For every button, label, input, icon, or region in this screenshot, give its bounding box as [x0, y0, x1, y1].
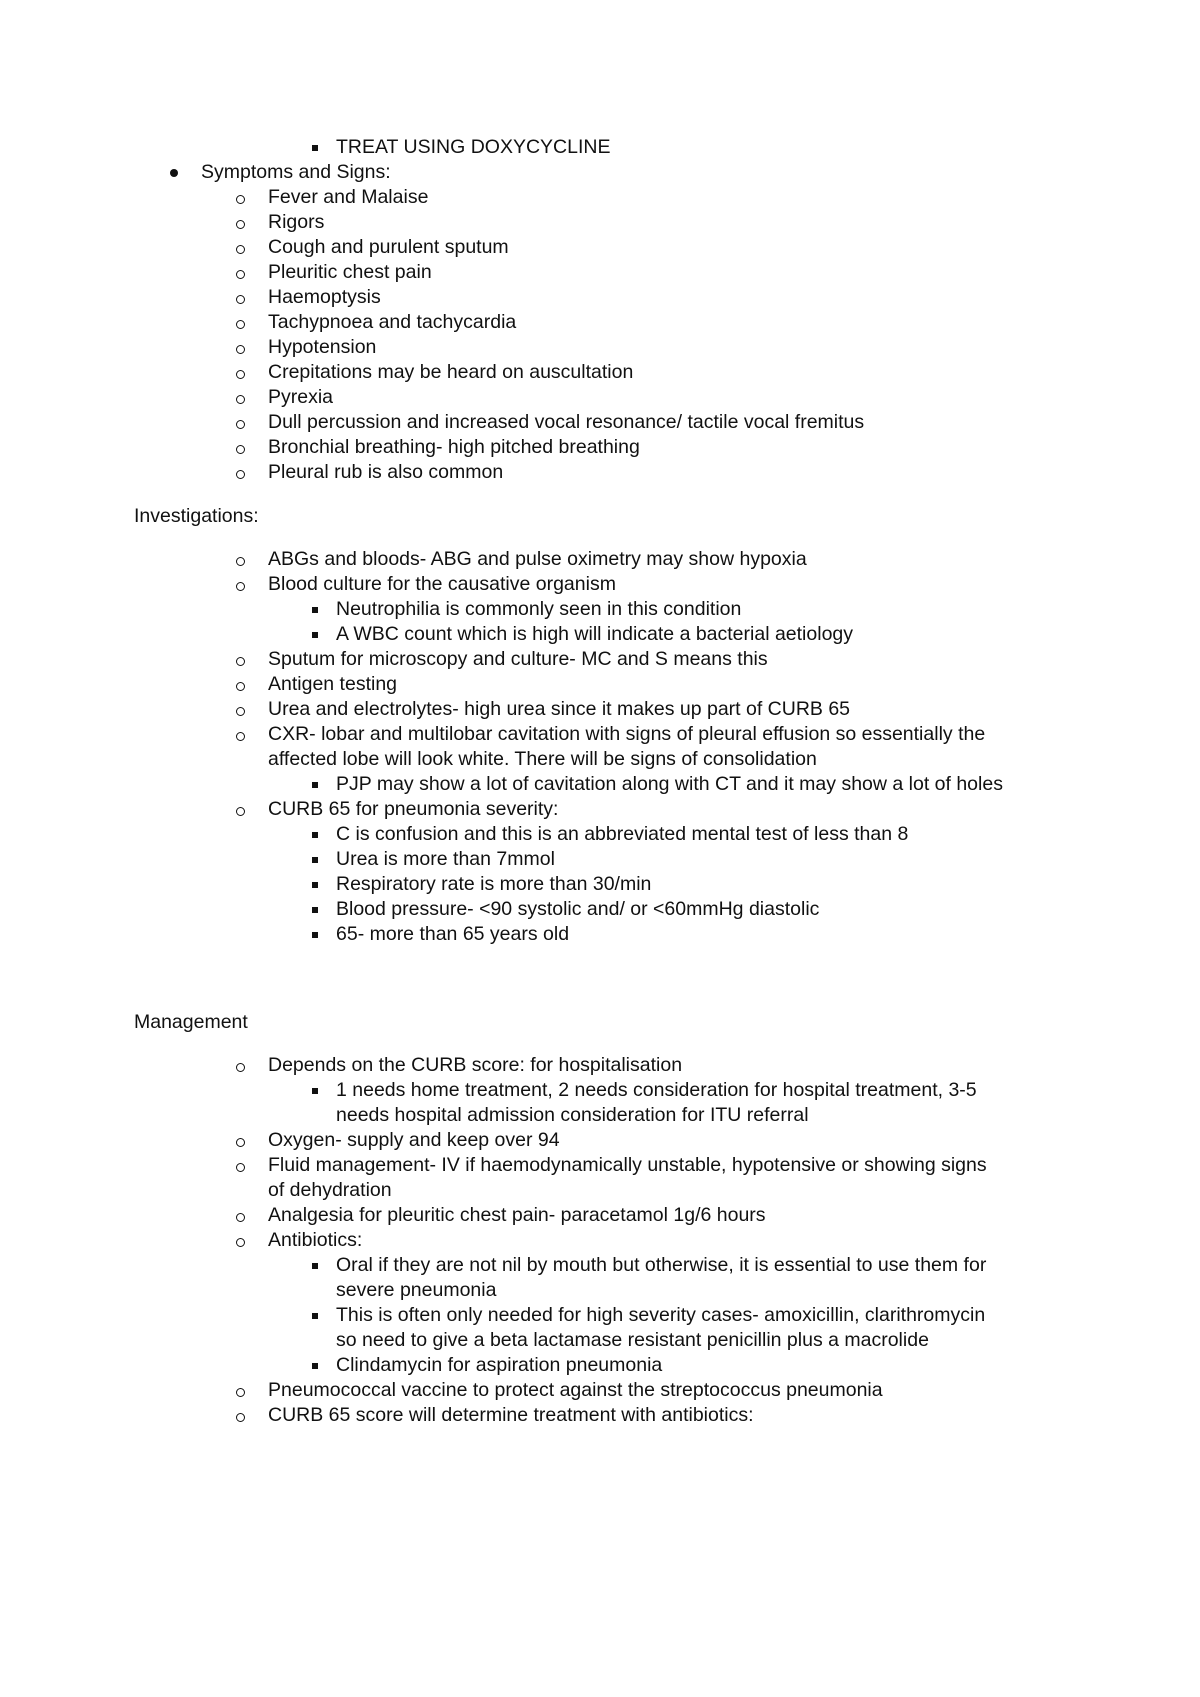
square-bullet-icon — [312, 907, 318, 913]
symptoms-heading: Symptoms and Signs: — [201, 161, 391, 183]
circle-bullet-icon — [236, 582, 245, 591]
circle-bullet-icon — [236, 1138, 245, 1147]
circle-bullet-icon — [236, 295, 245, 304]
circle-bullet-icon — [236, 682, 245, 691]
square-bullet-icon — [312, 607, 318, 613]
circle-bullet-icon — [236, 245, 245, 254]
circle-bullet-icon — [236, 732, 245, 741]
circle-bullet-icon — [236, 445, 245, 454]
circle-bullet-icon — [236, 557, 245, 566]
circle-bullet-icon — [236, 1163, 245, 1172]
square-bullet-icon — [312, 1088, 318, 1094]
disc-bullet-icon — [170, 169, 178, 177]
circle-bullet-icon — [236, 1238, 245, 1247]
square-bullet-icon — [312, 882, 318, 888]
circle-bullet-icon — [236, 807, 245, 816]
square-bullet-icon — [312, 1263, 318, 1269]
square-bullet-icon — [312, 1313, 318, 1319]
circle-bullet-icon — [236, 707, 245, 716]
circle-bullet-icon — [236, 1413, 245, 1422]
circle-bullet-icon — [236, 195, 245, 204]
square-bullet-icon — [312, 145, 318, 151]
circle-bullet-icon — [236, 1213, 245, 1222]
circle-bullet-icon — [236, 395, 245, 404]
circle-bullet-icon — [236, 345, 245, 354]
document-page: TREAT USING DOXYCYCLINE Symptoms and Signs: Fever and Malaise Rigors Cough and purulent sputum Pleuritic chest pain Haemoptysis Tachypnoea and tachycardia Hypotension Crepitations may be heard on auscultation Pyrexia Dull percussion and increased vocal resonance/ tactile vocal fremitus Bronchial breathing- high pitched breathing Pleural rub is also common Investigations: ABGs and bloods- ABG and pulse oximetry may show hypoxia Blood culture for the causative organism Neutrophilia is commonly seen in this condition A WBC count which is high will indicate a bacterial aetiology Sputum for microscopy and culture- MC and S means this Antigen testing Urea and electrolytes- high urea since it makes up part of CURB 65 CXR- lobar and multilobar cavitation with signs of pleural effusion so essentially the affected lobe will look white. There will be signs of consolidation PJP may show a lot of cavitation along with CT and it may show a lot of holes CURB 65 for pneumonia severity: C is confusion and this is an abbreviated mental test of less than 8 Urea is more than 7mmol Respiratory rate is more than 30/min Blood pressure- <90 systolic and/ or <60mmHg diastolic 65- more than 65 years old Management Depends on the CURB score: for hospitalisation 1 needs home treatment, 2 needs consideration for hospital treatment, 3-5 needs hospital admission consideration for ITU referral Oxygen- supply and keep over 94 Fluid management- IV if haemodynamically unstable, hypotensive or showing signs of dehydration Analgesia for pleuritic chest pain- paracetamol 1g/6 hours Antibiotics: Oral if they are not nil by mouth but otherwise, it is essential to use them for severe pneumonia This is often only needed for high severity cases- amoxicillin, clarithromycin so need to give a beta lactamase resistant penicillin plus a macrolide Clindamycin for aspiration pneumonia Pneumococcal vaccine to protect against the streptococcus pneumonia CURB 65 score will determine treatment with antibiotics: — [134, 136, 1003, 1426]
circle-bullet-icon — [236, 320, 245, 329]
circle-bullet-icon — [236, 220, 245, 229]
square-bullet-icon — [312, 782, 318, 788]
circle-bullet-icon — [236, 270, 245, 279]
circle-bullet-icon — [236, 657, 245, 666]
circle-bullet-icon — [236, 370, 245, 379]
square-bullet-icon — [312, 932, 318, 938]
circle-bullet-icon — [236, 470, 245, 479]
square-bullet-icon — [312, 832, 318, 838]
circle-bullet-icon — [236, 420, 245, 429]
investigations-heading: Investigations: — [134, 505, 259, 527]
management-heading: Management — [134, 1011, 248, 1033]
square-bullet-icon — [312, 632, 318, 638]
square-bullet-icon — [312, 1363, 318, 1369]
circle-bullet-icon — [236, 1063, 245, 1072]
square-bullet-icon — [312, 857, 318, 863]
circle-bullet-icon — [236, 1388, 245, 1397]
